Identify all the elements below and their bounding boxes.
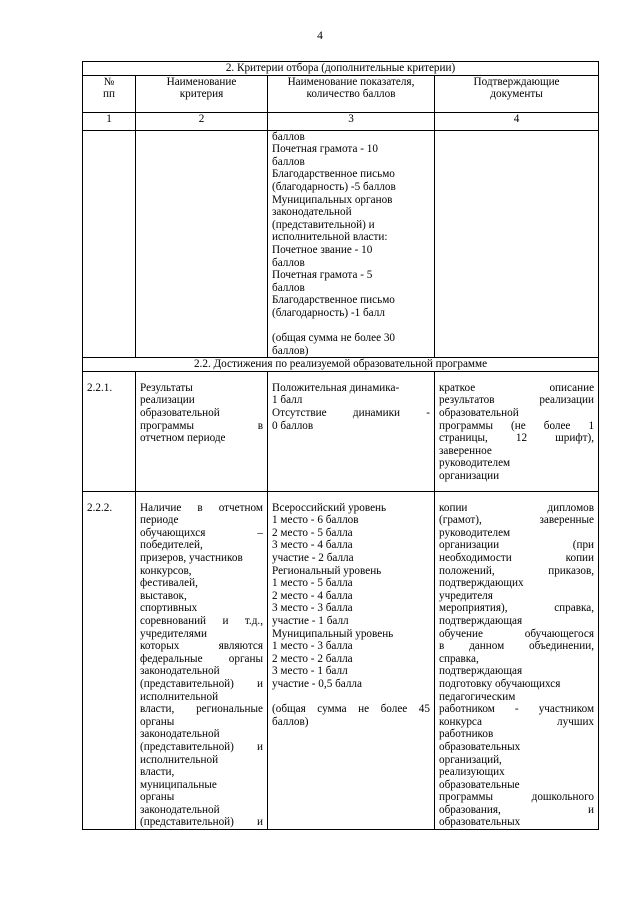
word: и — [257, 740, 263, 753]
continuation-row — [83, 130, 599, 358]
word: - — [426, 407, 430, 420]
criterion-row — [83, 491, 599, 829]
text-line: реализации — [140, 394, 195, 407]
word: являются — [218, 640, 263, 653]
criterion-cell — [136, 371, 268, 491]
text-line: периоде — [140, 514, 179, 527]
word: и — [222, 614, 229, 627]
header-number-line: пп — [103, 88, 115, 101]
word: обучающегося — [524, 627, 595, 640]
text-line: Благодарственное письмо — [272, 168, 395, 181]
header-number-line: № — [103, 75, 115, 88]
continuation-indicator-cell — [268, 130, 435, 358]
section-title-row — [83, 62, 599, 76]
text-line — [439, 640, 594, 653]
text-line: баллов — [272, 155, 305, 168]
column-number-row — [83, 112, 599, 130]
page-number: 4 — [317, 30, 323, 42]
criterion-cell — [136, 491, 268, 829]
text-line — [140, 703, 263, 716]
word: дипломов — [547, 501, 595, 514]
criterion-row — [83, 371, 599, 491]
word: мероприятия), — [439, 602, 508, 615]
row-number: 2.2.2. — [83, 491, 136, 829]
header-row — [83, 75, 599, 112]
text-line: Почетное звание - 10 — [272, 243, 373, 256]
text-line — [439, 502, 594, 515]
text-line: 3 место - 1 балл — [272, 665, 348, 678]
column-number: 1 — [83, 112, 136, 130]
text-line — [272, 703, 430, 716]
word: (не — [511, 419, 526, 432]
header-documents — [435, 75, 599, 112]
section-title: 2. Критерии отбора (дополнительные критерии) — [83, 62, 599, 76]
text-line — [140, 615, 263, 628]
text-line: подтверждающая — [439, 614, 523, 627]
text-line: органы — [140, 791, 175, 804]
text-line: образовательные — [439, 778, 520, 791]
header-criterion-line: Наименование — [166, 75, 237, 88]
word: (общая — [272, 703, 306, 716]
text-line — [140, 678, 263, 691]
text-line: (благодарность) -5 баллов — [272, 180, 396, 193]
text-line: (общая сумма не более 30 — [272, 332, 396, 345]
text-line: работников — [439, 728, 494, 741]
text-line: призеров, участников — [140, 552, 243, 564]
text-line: органы — [140, 715, 175, 728]
text-line: 1 место - 3 балла — [272, 640, 353, 653]
text-line: 1 балл — [272, 394, 303, 407]
text-line: баллов — [272, 281, 305, 294]
text-line: выставок, — [140, 589, 187, 602]
text-line — [140, 653, 263, 666]
indicator-cell — [268, 371, 435, 491]
header-criterion — [136, 75, 268, 112]
text-line: подтверждающая — [439, 665, 523, 678]
text-line: баллов — [272, 256, 305, 269]
criteria-table — [82, 61, 599, 830]
word: (представительной) — [140, 677, 234, 690]
text-line — [140, 420, 263, 433]
text-line: руководителем — [439, 457, 511, 470]
text-line: Результаты — [140, 381, 193, 394]
header-criterion-line: критерия — [179, 88, 224, 101]
word: соревнований — [140, 614, 207, 627]
text-line — [439, 420, 594, 433]
text-line: Муниципальный уровень — [272, 627, 394, 640]
text-line: педагогическим — [439, 690, 516, 703]
column-number: 4 — [435, 112, 599, 130]
word: сумма — [317, 703, 347, 716]
text-line — [439, 539, 594, 552]
text-line: Почетная грамота - 10 — [272, 143, 378, 156]
word: приказов, — [548, 564, 595, 577]
word: власти, — [140, 703, 175, 716]
word: конкурса — [439, 715, 482, 728]
word: участником — [538, 703, 595, 716]
text-line: заверенное — [439, 444, 492, 457]
documents-cell — [435, 491, 599, 829]
text-line: реализующих — [439, 766, 505, 779]
text-line: Положительная динамика- — [272, 381, 400, 394]
word: положений, — [439, 564, 495, 577]
word: в — [439, 640, 445, 653]
word: 12 — [515, 432, 528, 445]
word: обучение — [439, 627, 483, 640]
text-line: участие - 0,5 балла — [272, 677, 362, 690]
word: в — [257, 419, 263, 432]
continuation-documents-cell — [435, 130, 599, 358]
text-line: 1 место - 6 баллов — [272, 514, 359, 527]
word: шрифт), — [555, 432, 595, 445]
word: реализации — [539, 394, 595, 407]
word: объединении, — [529, 640, 595, 653]
row-number: 2.2.1. — [83, 371, 136, 491]
word: (представительной) — [140, 740, 234, 753]
word: отчетном — [218, 501, 263, 514]
text-line — [439, 791, 594, 804]
text-line: 1 место - 5 балла — [272, 577, 353, 590]
text-line: законодательной — [140, 665, 220, 678]
text-line: участие - 2 балла — [272, 552, 354, 564]
text-line: учредителя — [439, 589, 493, 602]
word: Наличие — [140, 501, 182, 514]
header-indicator-line: Наименование показателя, — [287, 75, 415, 88]
column-number: 2 — [136, 112, 268, 130]
text-line: власти, — [140, 766, 175, 779]
text-line — [439, 804, 594, 817]
text-line: исполнительной — [140, 753, 219, 766]
text-line — [439, 703, 594, 716]
word: заверенные — [539, 514, 595, 527]
word: и — [588, 803, 595, 816]
text-line: организаций, — [439, 753, 502, 766]
word: образования, — [439, 803, 501, 816]
word: и — [257, 677, 263, 690]
word: необходимости — [439, 552, 512, 564]
word: – — [257, 526, 263, 539]
text-line: (представительной) и — [272, 218, 375, 231]
word: 1 — [588, 419, 595, 432]
text-line: Муниципальных органов — [272, 193, 393, 206]
text-line — [140, 502, 263, 515]
header-number — [83, 75, 136, 112]
indicator-cell — [268, 491, 435, 829]
text-line: отчетном периоде — [140, 432, 226, 445]
text-line: фестивалей, — [140, 577, 198, 590]
text-line: образовательной — [439, 407, 519, 420]
documents-cell — [435, 371, 599, 491]
continuation-number-cell — [83, 130, 136, 358]
text-line — [140, 741, 263, 754]
word: (грамот), — [439, 514, 482, 527]
text-line: справка, — [439, 652, 479, 665]
text-line: организации — [439, 470, 500, 483]
text-line: Региональный уровень — [272, 564, 382, 577]
text-line: баллов — [272, 130, 305, 143]
word: лучших — [557, 715, 595, 728]
text-line: 3 место - 3 балла — [272, 602, 353, 615]
word: - — [514, 703, 519, 716]
header-indicator-line: количество баллов — [306, 88, 396, 101]
text-line: конкурсов, — [140, 564, 192, 577]
word: работником — [439, 703, 495, 716]
text-line — [439, 602, 594, 615]
word: описание — [549, 381, 595, 394]
text-line: законодательной — [272, 206, 352, 219]
text-line: баллов) — [272, 715, 309, 728]
word: краткое — [439, 381, 476, 394]
word: программы — [439, 419, 493, 432]
text-line — [439, 628, 594, 641]
text-line: образовательных — [439, 816, 521, 829]
text-line: 2 место - 5 балла — [272, 526, 353, 539]
word: справка, — [554, 602, 595, 615]
header-documents-line: Подтверждающие — [473, 75, 560, 88]
text-line: спортивных — [140, 602, 198, 615]
subsection-title: 2.2. Достижения по реализуемой образовательной программе — [83, 358, 599, 372]
header-documents-line: документы — [490, 88, 543, 101]
word: не — [358, 703, 370, 716]
word: копии — [439, 501, 468, 514]
word: (при — [572, 539, 595, 552]
text-line: исполнительной власти: — [272, 231, 388, 244]
text-line — [272, 407, 430, 420]
text-line: 2 место - 2 балла — [272, 652, 353, 665]
text-line: муниципальные — [140, 778, 217, 791]
text-line: участие - 1 балл — [272, 614, 349, 627]
word: результатов — [439, 394, 495, 407]
text-line: подготовку обучающихся — [439, 677, 561, 690]
text-line: образовательных — [439, 740, 521, 753]
text-line — [439, 552, 594, 565]
word: более — [380, 703, 408, 716]
text-line: Благодарственное письмо — [272, 294, 395, 307]
word: (представительной) — [140, 816, 234, 829]
word: дошкольного — [531, 791, 595, 804]
text-line: 2 место - 4 балла — [272, 589, 353, 602]
text-line — [439, 432, 594, 445]
text-line: Почетная грамота - 5 — [272, 269, 373, 282]
text-line — [439, 394, 594, 407]
column-number: 3 — [268, 112, 435, 130]
text-line — [140, 640, 263, 653]
text-line: подтверждающих — [439, 577, 524, 590]
word: программы — [439, 791, 493, 804]
text-line — [272, 320, 430, 333]
header-indicator — [268, 75, 435, 112]
word: в — [197, 501, 203, 514]
text-line — [272, 691, 430, 704]
word: органы — [228, 652, 263, 665]
text-line: 3 место - 4 балла — [272, 539, 353, 552]
word: 45 — [418, 703, 430, 716]
text-line — [439, 565, 594, 578]
text-line — [140, 816, 263, 829]
text-line: баллов) — [272, 344, 309, 357]
text-line: руководителем — [439, 526, 511, 539]
subsection-title-row — [83, 358, 599, 372]
text-line: Всероссийский уровень — [272, 501, 387, 514]
word: обучающихся — [140, 526, 206, 539]
text-line: исполнительной — [140, 690, 219, 703]
text-line: 0 баллов — [272, 419, 314, 432]
text-line: законодательной — [140, 803, 220, 816]
word: т.д., — [244, 614, 263, 627]
text-line: образовательной — [140, 407, 220, 420]
text-line: учредителями — [140, 627, 207, 640]
word: копии — [565, 552, 595, 564]
text-line: победителей, — [140, 539, 203, 552]
text-line: законодательной — [140, 728, 220, 741]
text-line — [439, 716, 594, 729]
text-line: (благодарность) -1 балл — [272, 306, 385, 319]
word: более — [543, 419, 571, 432]
text-line — [439, 514, 594, 527]
word: которых — [140, 640, 180, 653]
text-line — [140, 527, 263, 540]
word: программы — [140, 419, 194, 432]
word: региональные — [196, 703, 263, 716]
word: Отсутствие — [272, 407, 327, 420]
text-line — [439, 382, 594, 395]
word: динамики — [352, 407, 401, 420]
word: и — [257, 816, 263, 829]
word: страницы, — [439, 432, 488, 445]
continuation-criterion-cell — [136, 130, 268, 358]
word: федеральные — [140, 652, 203, 665]
word: организации — [439, 539, 500, 552]
word: данном — [469, 640, 505, 653]
